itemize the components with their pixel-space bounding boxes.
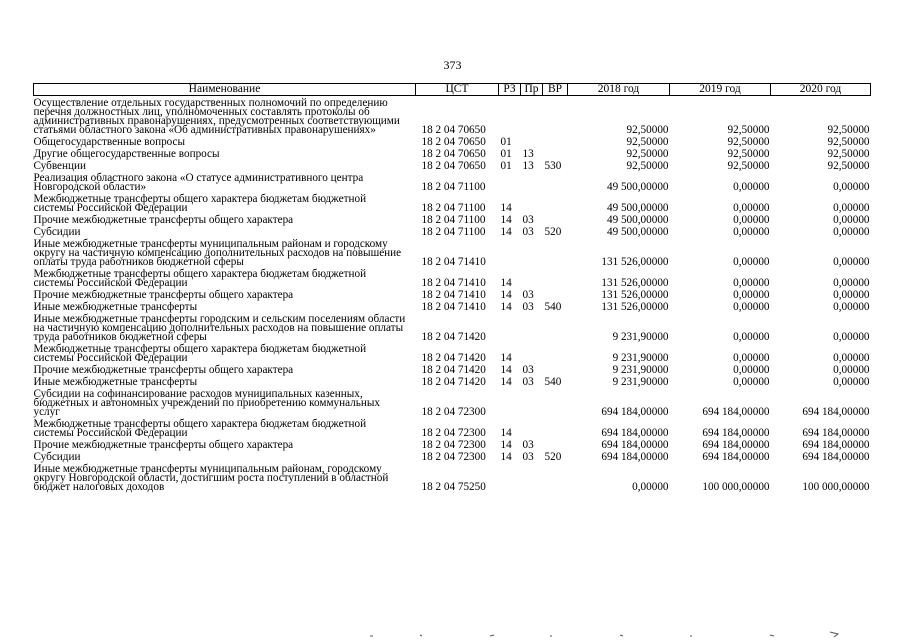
cell-2018: 92,50000 (626, 136, 669, 148)
cell-vr (543, 363, 568, 375)
table-row (34, 159, 871, 171)
cell-name: Иные межбюджетные трансферты муниципальным районам, городскому округу Новгородской области, достигшим роста поступлений в областной бюджет налоговых доходов (33, 463, 389, 493)
cell-rz (499, 387, 521, 417)
cell-vr: 540 (544, 301, 562, 313)
cell-pr: 03 (522, 376, 534, 388)
table-row (34, 417, 871, 438)
cell-rz (499, 96, 521, 136)
cell-cst: 18 2 04 75250 (421, 481, 486, 493)
cell-name: Реализация областного закона «О статусе административного центра Новгородской области» (33, 172, 364, 193)
cell-2020: 0,00000 (833, 277, 870, 289)
cell-2019: 694 184,00000 (702, 406, 770, 418)
cell-pr (521, 135, 543, 147)
cell-rz: 01 (500, 136, 512, 148)
table-row (34, 147, 871, 159)
cell-cst: 18 2 04 71420 (421, 364, 486, 376)
cell-2019: 0,00000 (733, 202, 770, 214)
cell-rz: 14 (500, 439, 512, 451)
cell-rz: 14 (500, 427, 512, 439)
cell-cst: 18 2 04 71410 (421, 256, 486, 268)
cell-2020: 92,50000 (827, 124, 870, 136)
cell-cst: 18 2 04 71100 (421, 181, 486, 193)
table-row (34, 312, 871, 342)
cell-cst: 18 2 04 70650 (421, 124, 486, 136)
cell-2019: 694 184,00000 (702, 427, 770, 439)
cell-2019: 92,50000 (727, 148, 770, 160)
cell-cst: 18 2 04 72300 (421, 406, 486, 418)
cell-rz (499, 237, 521, 267)
cell-name: Прочие межбюджетные трансферты общего характера (33, 289, 294, 301)
cell-2019: 0,00000 (733, 376, 770, 388)
cell-rz: 14 (500, 289, 512, 301)
cell-cst: 18 2 04 71100 (421, 202, 486, 214)
cell-pr: 03 (522, 226, 534, 238)
cell-pr (521, 192, 543, 213)
cell-2018: 694 184,00000 (601, 427, 669, 439)
cell-name: Межбюджетные трансферты общего характера бюджетам бюджетной системы Российской Федерации (33, 343, 367, 364)
cell-2018: 9 231,90000 (612, 376, 669, 388)
header-cst: ЦСТ (416, 84, 499, 96)
cell-name: Межбюджетные трансферты общего характера бюджетам бюджетной системы Российской Федерации (33, 418, 367, 439)
cell-2019: 100 000,00000 (702, 481, 770, 493)
cell-2019: 92,50000 (727, 136, 770, 148)
cell-name: Субсидии на софинансирование расходов муниципальных казенных, бюджетных и автономных учреждений по приобретению коммунальных услуг (33, 388, 380, 418)
cell-cst: 18 2 04 71410 (421, 301, 486, 313)
cell-pr (521, 417, 543, 438)
cell-2020: 0,00000 (833, 289, 870, 301)
table-row (34, 462, 871, 492)
cell-2018: 49 500,00000 (606, 226, 669, 238)
cell-name: Иные межбюджетные трансферты муниципальным районам и городскому округу на частичную компенсацию дополнительных расходов на повышение оплаты труда работников бюджетной сферы (33, 238, 402, 268)
cell-rz: 14 (500, 364, 512, 376)
cell-rz: 14 (500, 277, 512, 289)
table-row (34, 96, 871, 136)
table-row (34, 135, 871, 147)
cell-pr: 13 (522, 160, 534, 172)
cell-pr: 03 (522, 364, 534, 376)
table-row (34, 438, 871, 450)
cell-2019: 0,00000 (733, 331, 770, 343)
cell-pr: 03 (522, 439, 534, 451)
table-body (34, 96, 871, 493)
cell-cst: 18 2 04 70650 (421, 136, 486, 148)
table-row (34, 387, 871, 417)
cell-cst: 18 2 04 72300 (421, 439, 486, 451)
cell-vr (543, 288, 568, 300)
cell-pr (521, 312, 543, 342)
cell-pr: 03 (522, 301, 534, 313)
cell-name: Межбюджетные трансферты общего характера бюджетам бюджетной системы Российской Федерации (33, 268, 367, 289)
cell-vr: 540 (544, 376, 562, 388)
header-2019: 2019 год (670, 84, 771, 96)
cell-2020: 0,00000 (833, 226, 870, 238)
cell-name: Осуществление отдельных государственных полномочий по определению перечня должностных лиц, уполномоченных составлять протоколы об административных правонарушениях, предусмотренных соответствующими статьями областного закона «Об административных правонарушениях» (33, 97, 400, 136)
cell-pr (521, 267, 543, 288)
table-row (34, 375, 871, 387)
cell-rz: 14 (500, 214, 512, 226)
cell-vr: 530 (544, 160, 562, 172)
cell-name: Иные межбюджетные трансферты городским и сельским поселениям области на частичную компенсацию дополнительных расходов на повышение оплаты труда работников бюджетной сферы (33, 313, 406, 343)
cell-name: Межбюджетные трансферты общего характера бюджетам бюджетной системы Российской Федерации (33, 193, 367, 214)
cell-2019: 0,00000 (733, 301, 770, 313)
cell-2020: 0,00000 (833, 214, 870, 226)
cell-cst: 18 2 04 70650 (421, 148, 486, 160)
table-row (34, 192, 871, 213)
table-row (34, 267, 871, 288)
table-row (34, 225, 871, 237)
cell-2020: 0,00000 (833, 256, 870, 268)
cell-vr (543, 135, 568, 147)
cell-2018: 9 231,90000 (612, 331, 669, 343)
cell-name: Субсидии (33, 451, 81, 463)
cell-rz: 14 (500, 352, 512, 364)
cell-vr (543, 192, 568, 213)
cell-vr (543, 213, 568, 225)
cell-rz: 14 (500, 301, 512, 313)
cell-2019: 0,00000 (733, 352, 770, 364)
cell-pr: 03 (522, 289, 534, 301)
cell-2018: 49 500,00000 (606, 202, 669, 214)
cell-pr: 03 (522, 214, 534, 226)
cell-2019: 0,00000 (733, 364, 770, 376)
cell-2020: 0,00000 (833, 331, 870, 343)
table-header-row (34, 84, 871, 96)
cell-2018: 92,50000 (626, 160, 669, 172)
cell-2018: 131 526,00000 (601, 277, 669, 289)
table-row (34, 450, 871, 462)
table-row (34, 363, 871, 375)
cell-2018: 131 526,00000 (601, 256, 669, 268)
cell-2019: 0,00000 (733, 256, 770, 268)
table-row (34, 288, 871, 300)
cell-rz: 14 (500, 451, 512, 463)
cell-cst: 18 2 04 72300 (421, 451, 486, 463)
header-rz: РЗ (499, 84, 521, 96)
cell-rz (499, 171, 521, 192)
header-vr: ВР (543, 84, 568, 96)
cell-rz: 14 (500, 202, 512, 214)
cell-2018: 131 526,00000 (601, 301, 669, 313)
cell-2018: 49 500,00000 (606, 181, 669, 193)
cell-2019: 92,50000 (727, 124, 770, 136)
cell-vr (543, 438, 568, 450)
cell-name: Субсидии (33, 226, 81, 238)
cell-cst: 18 2 04 71420 (421, 331, 486, 343)
cell-cst: 18 2 04 71100 (421, 226, 486, 238)
cell-name: Прочие межбюджетные трансферты общего характера (33, 364, 294, 376)
cell-cst: 18 2 04 71410 (421, 289, 486, 301)
table-row (34, 342, 871, 363)
cell-2020: 0,00000 (833, 301, 870, 313)
cell-2020: 100 000,00000 (802, 481, 870, 493)
cell-vr (543, 342, 568, 363)
cell-2018: 49 500,00000 (606, 214, 669, 226)
cell-2018: 0,00000 (632, 481, 669, 493)
cell-2020: 92,50000 (827, 136, 870, 148)
cell-2018: 92,50000 (626, 148, 669, 160)
cell-2020: 92,50000 (827, 148, 870, 160)
cell-2020: 0,00000 (833, 181, 870, 193)
cell-cst: 18 2 04 71410 (421, 277, 486, 289)
cell-2020: 694 184,00000 (802, 439, 870, 451)
cell-vr (543, 417, 568, 438)
cell-name: Другие общегосударственные вопросы (33, 148, 220, 160)
cell-2020: 0,00000 (833, 364, 870, 376)
header-pr: Пр (521, 84, 543, 96)
cell-rz (499, 462, 521, 492)
cell-name: Прочие межбюджетные трансферты общего характера (33, 214, 294, 226)
cell-2020: 694 184,00000 (802, 451, 870, 463)
header-2018: 2018 год (568, 84, 670, 96)
cell-pr (521, 96, 543, 136)
cell-vr (543, 312, 568, 342)
cell-2019: 0,00000 (733, 181, 770, 193)
cell-2018: 694 184,00000 (601, 406, 669, 418)
cell-vr (543, 387, 568, 417)
cell-2020: 0,00000 (833, 376, 870, 388)
cell-2019: 0,00000 (733, 226, 770, 238)
cell-pr (521, 171, 543, 192)
cell-vr: 520 (544, 226, 562, 238)
cell-2020: 92,50000 (827, 160, 870, 172)
cell-2020: 694 184,00000 (802, 427, 870, 439)
cell-2019: 0,00000 (733, 277, 770, 289)
cell-cst: 18 2 04 71420 (421, 352, 486, 364)
cell-vr (543, 462, 568, 492)
cell-pr (521, 387, 543, 417)
table-row (34, 300, 871, 312)
cell-2018: 9 231,90000 (612, 352, 669, 364)
cell-rz: 14 (500, 226, 512, 238)
cell-2020: 0,00000 (833, 202, 870, 214)
cell-vr (543, 96, 568, 136)
header-2020: 2020 год (771, 84, 871, 96)
cell-name: Общегосударственные вопросы (33, 136, 186, 148)
table-row (34, 171, 871, 192)
cell-2019: 92,50000 (727, 160, 770, 172)
cell-2020: 694 184,00000 (802, 406, 870, 418)
cell-vr (543, 267, 568, 288)
cell-2018: 131 526,00000 (601, 289, 669, 301)
header-name: Наименование (34, 84, 416, 96)
cell-cst: 18 2 04 70650 (421, 160, 486, 172)
cell-2019: 694 184,00000 (702, 439, 770, 451)
cell-vr (543, 237, 568, 267)
cell-2019: 694 184,00000 (702, 451, 770, 463)
cell-vr (543, 147, 568, 159)
cell-pr (521, 462, 543, 492)
table-row (34, 213, 871, 225)
cell-cst: 18 2 04 71420 (421, 376, 486, 388)
cell-vr (543, 171, 568, 192)
scan-artifact-marks (360, 628, 900, 638)
cell-2019: 0,00000 (733, 214, 770, 226)
cell-cst: 18 2 04 71100 (421, 214, 486, 226)
cell-2018: 694 184,00000 (601, 439, 669, 451)
cell-name: Субвенции (33, 160, 86, 172)
cell-rz: 01 (500, 148, 512, 160)
cell-name: Иные межбюджетные трансферты (33, 301, 198, 313)
cell-2018: 9 231,90000 (612, 364, 669, 376)
cell-pr: 03 (522, 451, 534, 463)
cell-name: Иные межбюджетные трансферты (33, 376, 198, 388)
cell-pr (521, 342, 543, 363)
table-row (34, 237, 871, 267)
cell-rz: 14 (500, 376, 512, 388)
cell-pr: 13 (522, 148, 534, 160)
cell-vr: 520 (544, 451, 562, 463)
cell-2018: 92,50000 (626, 124, 669, 136)
cell-cst: 18 2 04 72300 (421, 427, 486, 439)
cell-name: Прочие межбюджетные трансферты общего характера (33, 439, 294, 451)
cell-2020: 0,00000 (833, 352, 870, 364)
cell-rz: 01 (500, 160, 512, 172)
budget-table (33, 83, 871, 492)
cell-2018: 694 184,00000 (601, 451, 669, 463)
cell-pr (521, 237, 543, 267)
page-number: 373 (443, 58, 462, 72)
cell-rz (499, 312, 521, 342)
cell-2019: 0,00000 (733, 289, 770, 301)
